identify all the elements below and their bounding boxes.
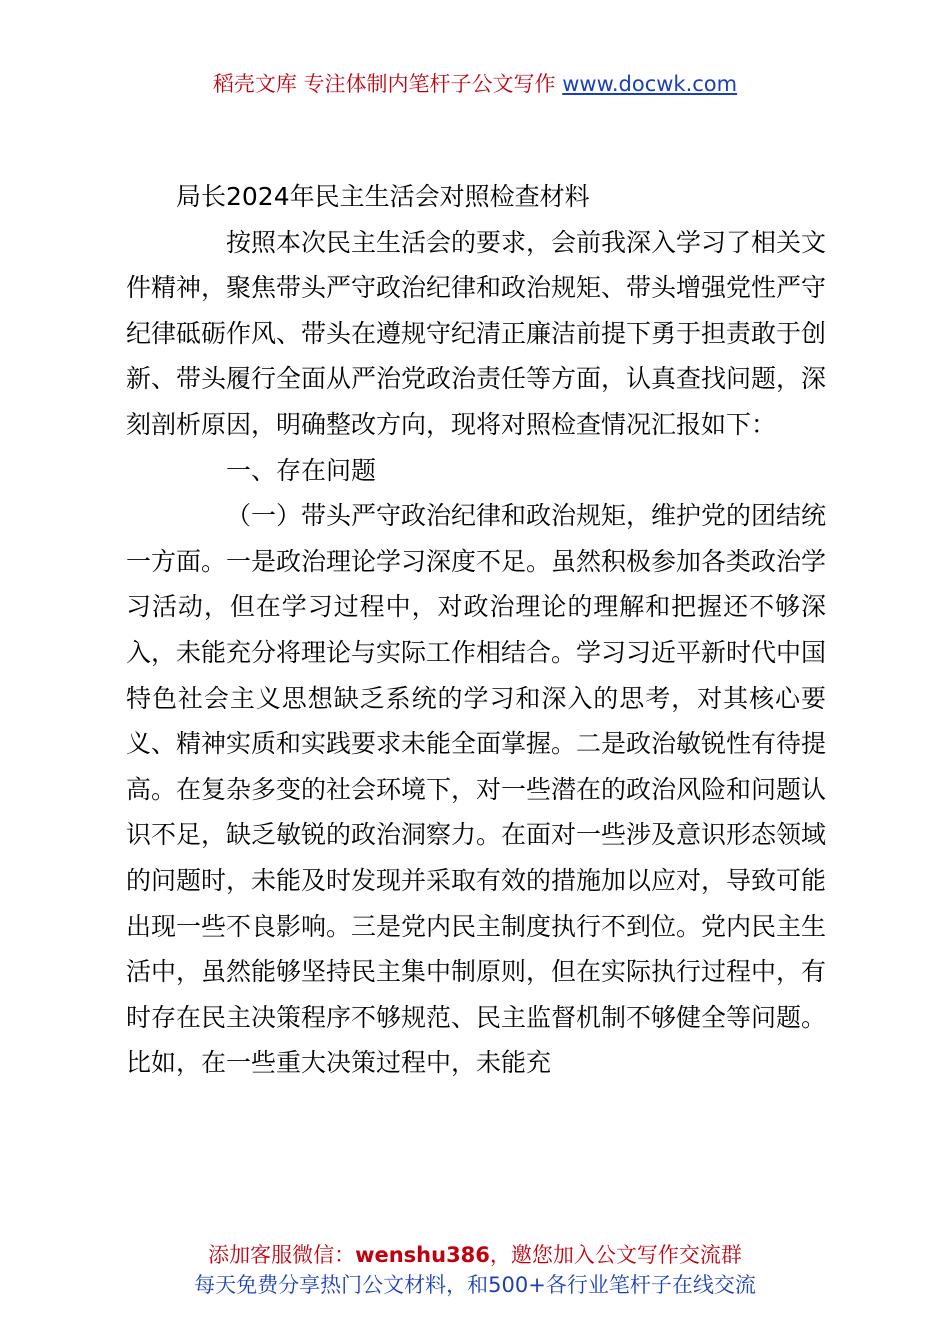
footer-wechat-id: wenshu386 bbox=[355, 1243, 490, 1267]
promo-footer bbox=[0, 1240, 950, 1300]
document-title: 局长2024年民主生活会对照检查材料 bbox=[176, 182, 590, 211]
document-body bbox=[126, 174, 826, 1086]
watermark-header bbox=[0, 70, 950, 98]
footer-wechat-suffix: ，邀您加入公文写作交流群 bbox=[489, 1243, 742, 1267]
section-heading-problems: 一、存在问题 bbox=[226, 455, 377, 485]
footer-line-1 bbox=[0, 1240, 950, 1270]
footer-wechat-prefix: 添加客服微信： bbox=[208, 1243, 356, 1267]
intro-paragraph: 按照本次民主生活会的要求，会前我深入学习了相关文件精神，聚焦带头严守政治纪律和政治规矩、带头增强党性严守纪律砥砺作风、带头在遵规守纪清正廉洁前提下勇于担责敢于创新、带头履行全面从严治党政治责任等方面，认真查找问题，深刻剖析原因，明确整改方向，现将对照检查情况汇报如下： bbox=[126, 227, 827, 439]
footer-line-2: 每天免费分享热门公文材料，和500+各行业笔杆子在线交流 bbox=[194, 1273, 756, 1297]
header-brand: 稻壳文库 专注体制内笔杆子公文写作 bbox=[212, 72, 556, 96]
problems-paragraph-1: （一）带头严守政治纪律和政治规矩，维护党的团结统一方面。一是政治理论学习深度不足。虽然积极参加各类政治学习活动，但在学习过程中，对政治理论的理解和把握还不够深入，未能充分将理论与实际工作相结合。学习习近平新时代中国特色社会主义思想缺乏系统的学习和深入的思考，对其核心要义、精神实质和实践要求未能全面掌握。二是政治敏锐性有待提高。在复杂多变的社会环境下，对一些潜在的政治风险和问题认识不足，缺乏敏锐的政治洞察力。在面对一些涉及意识形态领域的问题时，未能及时发现并采取有效的措施加以应对，导致可能出现一些不良影响。三是党内民主制度执行不到位。党内民主生活中，虽然能够坚持民主集中制原则，但在实际执行过程中，有时存在民主决策程序不够规范、民主监督机制不够健全等问题。比如，在一些重大决策过程中，未能充 bbox=[126, 501, 827, 1078]
header-site-link[interactable]: www.docwk.com bbox=[562, 72, 738, 96]
